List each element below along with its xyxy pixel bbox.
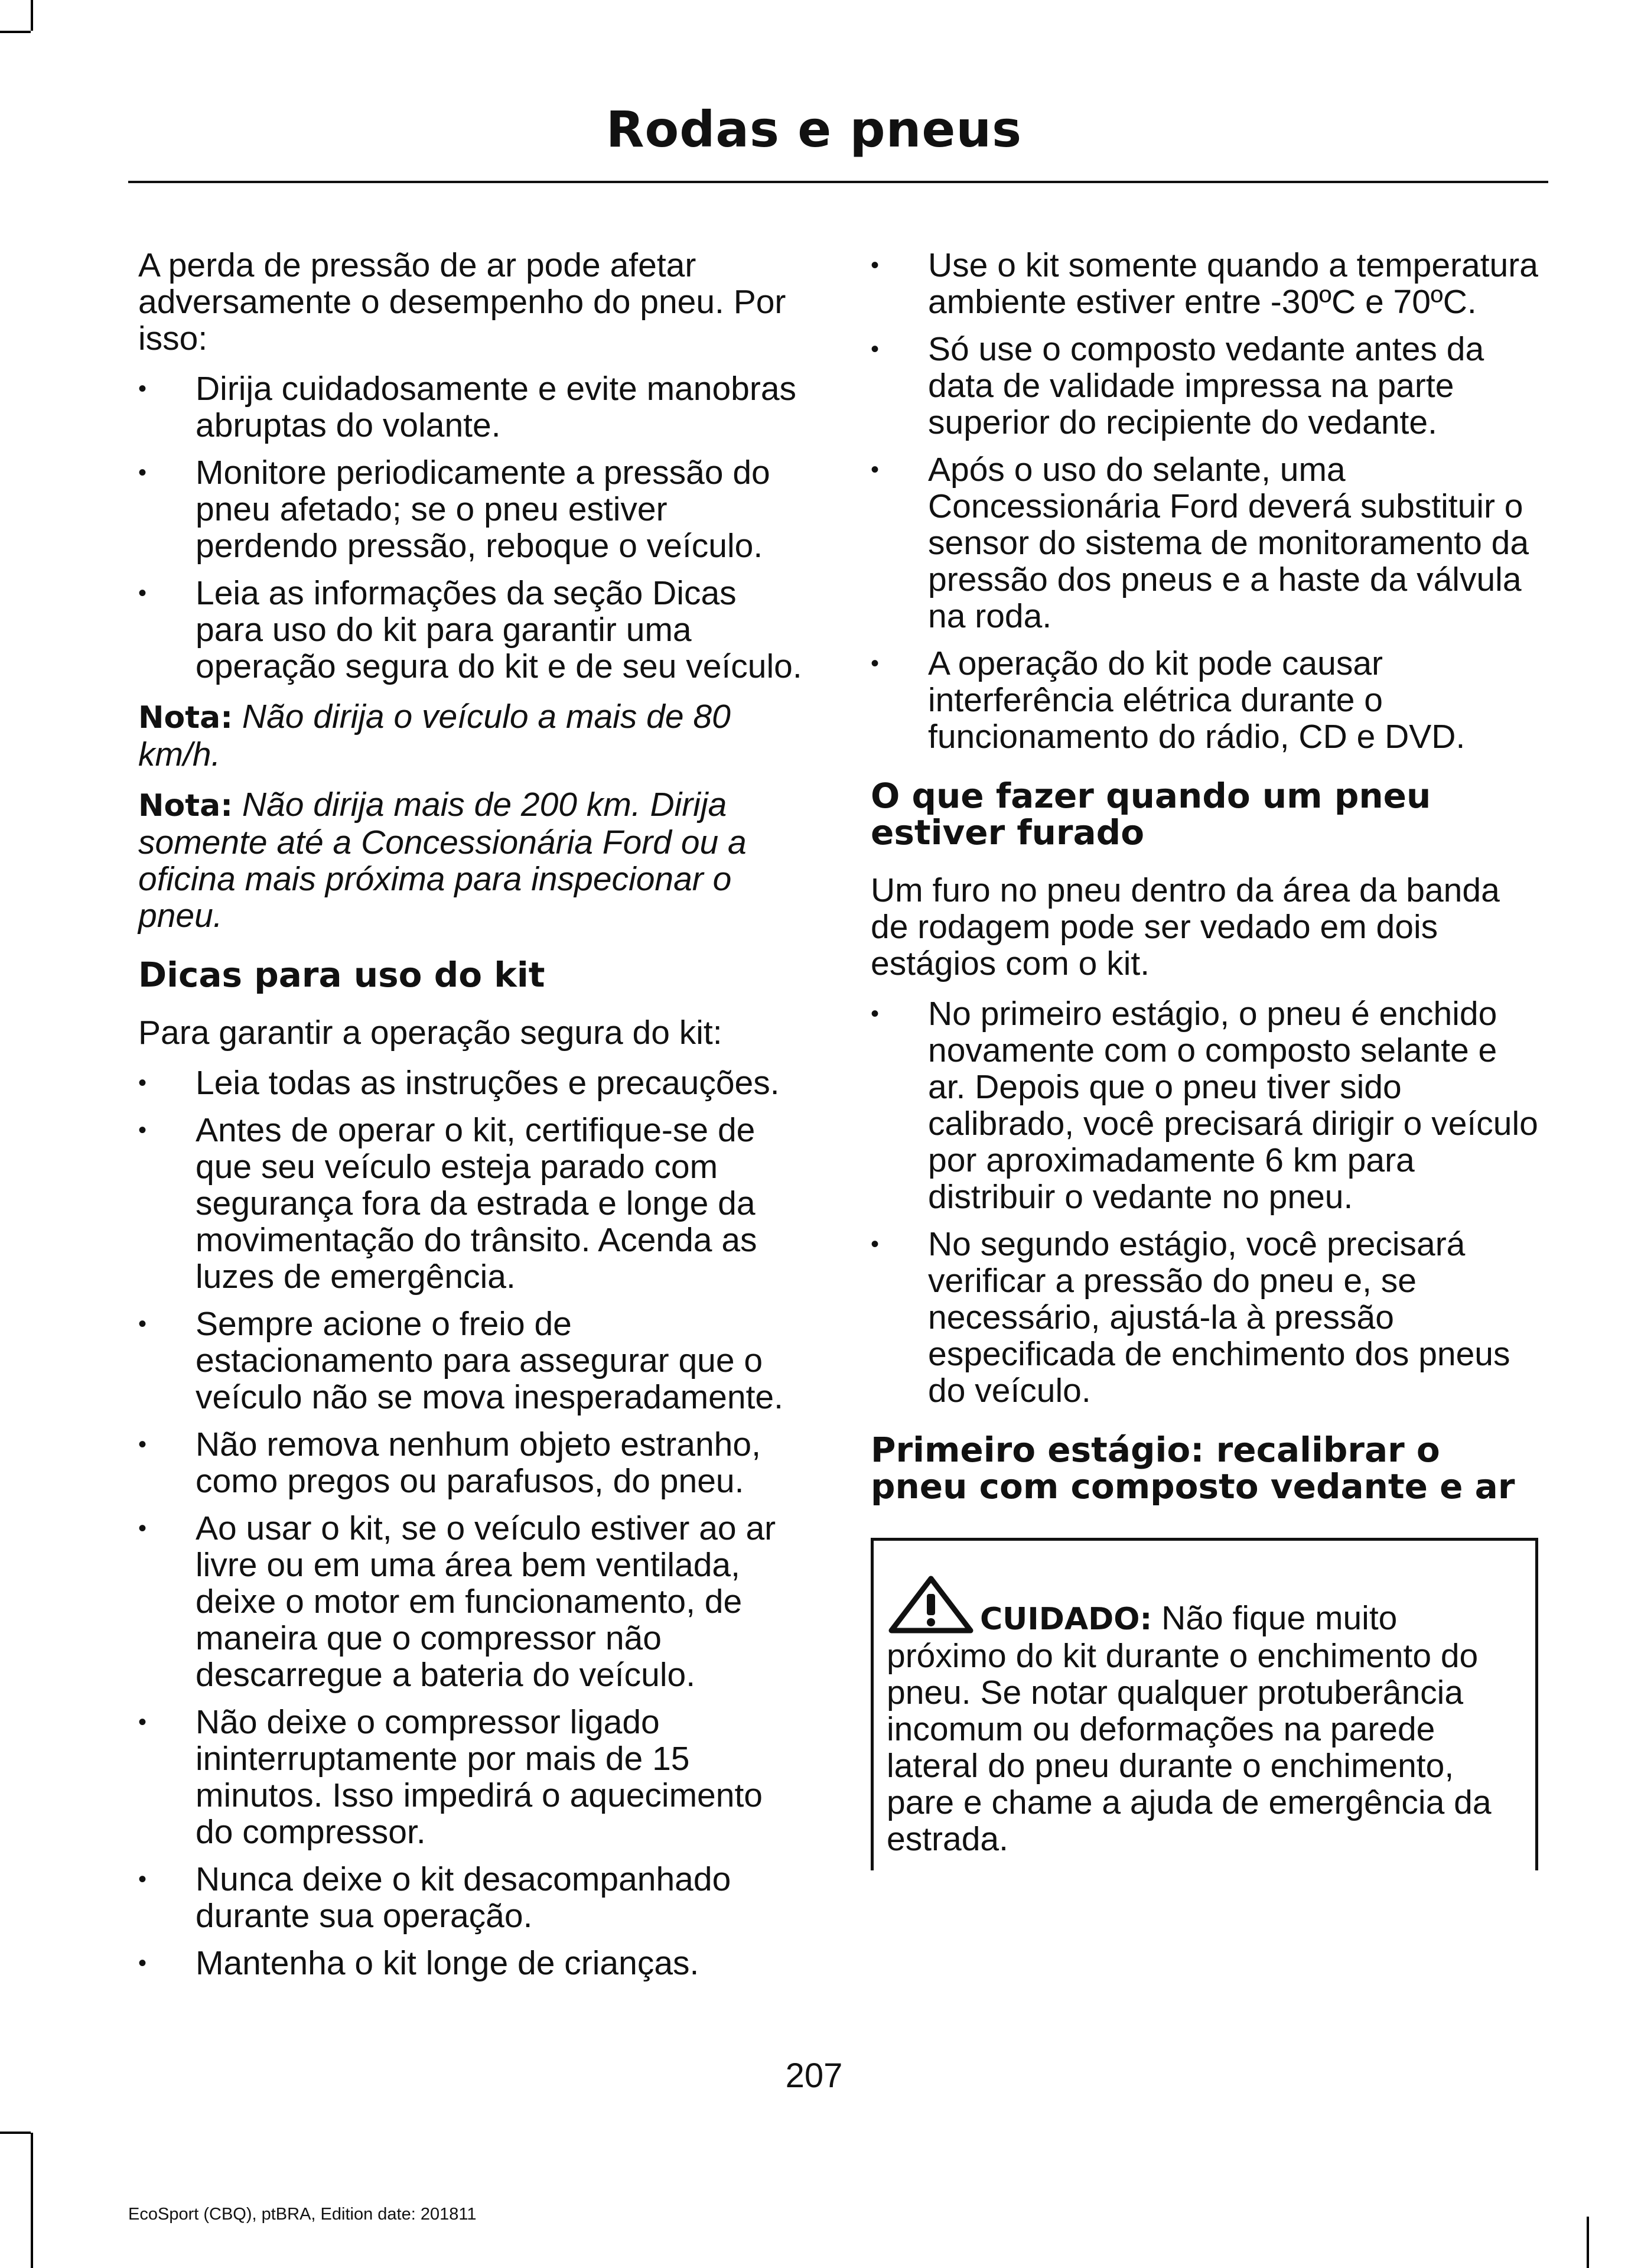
footer-text: EcoSport (CBQ), ptBRA, Edition date: 201811: [128, 2205, 477, 2224]
list-item: • Não deixe o compressor ligado ininterruptamente por mais de 15 minutos. Isso impedirá o aquecimento do compressor.: [138, 1704, 809, 1850]
note-distance: [138, 786, 809, 934]
list-item: • Ao usar o kit, se o veículo estiver ao ar livre ou em uma área bem ventilada, deixe o motor em funcionamento, de maneira que o compressor não descarregue a bateria do veículo.: [138, 1510, 809, 1693]
list-item: • Dirija cuidadosamente e evite manobras abruptas do volante.: [138, 370, 809, 444]
page-title: Rodas e pneus: [605, 100, 1023, 158]
section-heading-first-stage: Primeiro estágio: recalibrar o pneu com composto vedante e ar: [871, 1430, 1515, 1506]
note-speed: [138, 698, 809, 773]
list-item: • Use o kit somente quando a temperatura ambiente estiver entre -30ºC e 70ºC.: [871, 247, 1538, 320]
pressure-loss-list: [138, 370, 809, 685]
intro-paragraph: A perda de pressão de ar pode afetar adversamente o desempenho do pneu. Por isso:: [138, 246, 786, 357]
list-item: • Antes de operar o kit, certifique-se de que seu veículo esteja parado com segurança fora da estrada e longe da movimentação do trânsito. Acenda as luzes de emergência.: [138, 1112, 809, 1295]
tips-list: [138, 1065, 809, 1981]
crop-mark-bottom-left-v: [31, 2133, 33, 2268]
list-item: • Leia todas as instruções e precauções.: [138, 1065, 809, 1101]
caution-box: [871, 1538, 1538, 1870]
list-item: • Leia as informações da seção Dicas para uso do kit para garantir uma operação segura do kit e de seu veículo.: [138, 575, 809, 685]
list-item: • Só use o composto vedante antes da data de validade impressa na parte superior do recipiente do vedante.: [871, 331, 1538, 441]
list-item: • No segundo estágio, você precisará verificar a pressão do pneu e, se necessário, ajustá-la à pressão especificada de enchimento dos pneus do veículo.: [871, 1226, 1538, 1409]
list-item: • Nunca deixe o kit desacompanhado durante sua operação.: [138, 1861, 809, 1934]
stages-list: [871, 995, 1538, 1409]
right-column: [871, 247, 1538, 1870]
left-column: [138, 247, 809, 1995]
crop-mark-bottom-right-v: [1587, 2217, 1589, 2268]
section-heading-flat-tire: O que fazer quando um pneu estiver furado: [871, 776, 1431, 852]
flat-tire-paragraph: Um furo no pneu dentro da área da banda de rodagem pode ser vedado em dois estágios com o kit.: [871, 871, 1500, 982]
tips-intro: Para garantir a operação segura do kit:: [138, 1014, 722, 1052]
list-item: • Após o uso do selante, uma Concessionária Ford deverá substituir o sensor do sistema de monitoramento da pressão dos pneus e a haste da válvula na roda.: [871, 451, 1538, 634]
note-text: Não dirija o veículo a mais de 80 km/h.: [138, 698, 731, 773]
page-number: 207: [785, 2057, 843, 2095]
list-item: • No primeiro estágio, o pneu é enchido novamente com o composto selante e ar. Depois que o pneu tiver sido calibrado, você precisará dirigir o veículo por aproximadamente 6 km para distribuir o vedante no pneu.: [871, 995, 1538, 1215]
list-item: • Não remova nenhum objeto estranho, como pregos ou parafusos, do pneu.: [138, 1426, 809, 1499]
note-label: Nota:: [138, 788, 233, 824]
caution-text: Não fique muito próximo do kit durante o enchimento do pneu. Se notar qualquer protuberância incomum ou deformações na parede lateral do pneu durante o enchimento, pare e chame a ajuda de emergência da estrada.: [887, 1599, 1492, 1858]
list-item: • Monitore periodicamente a pressão do pneu afetado; se o pneu estiver perdendo pressão, reboque o veículo.: [138, 454, 809, 564]
kit-usage-list: [871, 247, 1538, 755]
list-item: • Sempre acione o freio de estacionamento para assegurar que o veículo não se mova inesperadamente.: [138, 1306, 809, 1416]
crop-mark-top-left-h: [0, 31, 31, 33]
list-item: • Mantenha o kit longe de crianças.: [138, 1945, 809, 1981]
crop-mark-top-left-v: [31, 0, 33, 31]
title-rule: [128, 181, 1548, 183]
note-text: Não dirija mais de 200 km. Dirija somente até a Concessionária Ford ou a oficina mais próxima para inspecionar o pneu.: [138, 786, 747, 935]
crop-mark-bottom-left-h: [0, 2132, 31, 2134]
section-heading-tips: Dicas para uso do kit: [138, 955, 545, 995]
list-item: • A operação do kit pode causar interferência elétrica durante o funcionamento do rádio, CD e DVD.: [871, 645, 1538, 755]
caution-label: CUIDADO:: [980, 1602, 1152, 1637]
warning-triangle-icon: [887, 1575, 975, 1634]
note-label: Nota:: [138, 700, 233, 736]
